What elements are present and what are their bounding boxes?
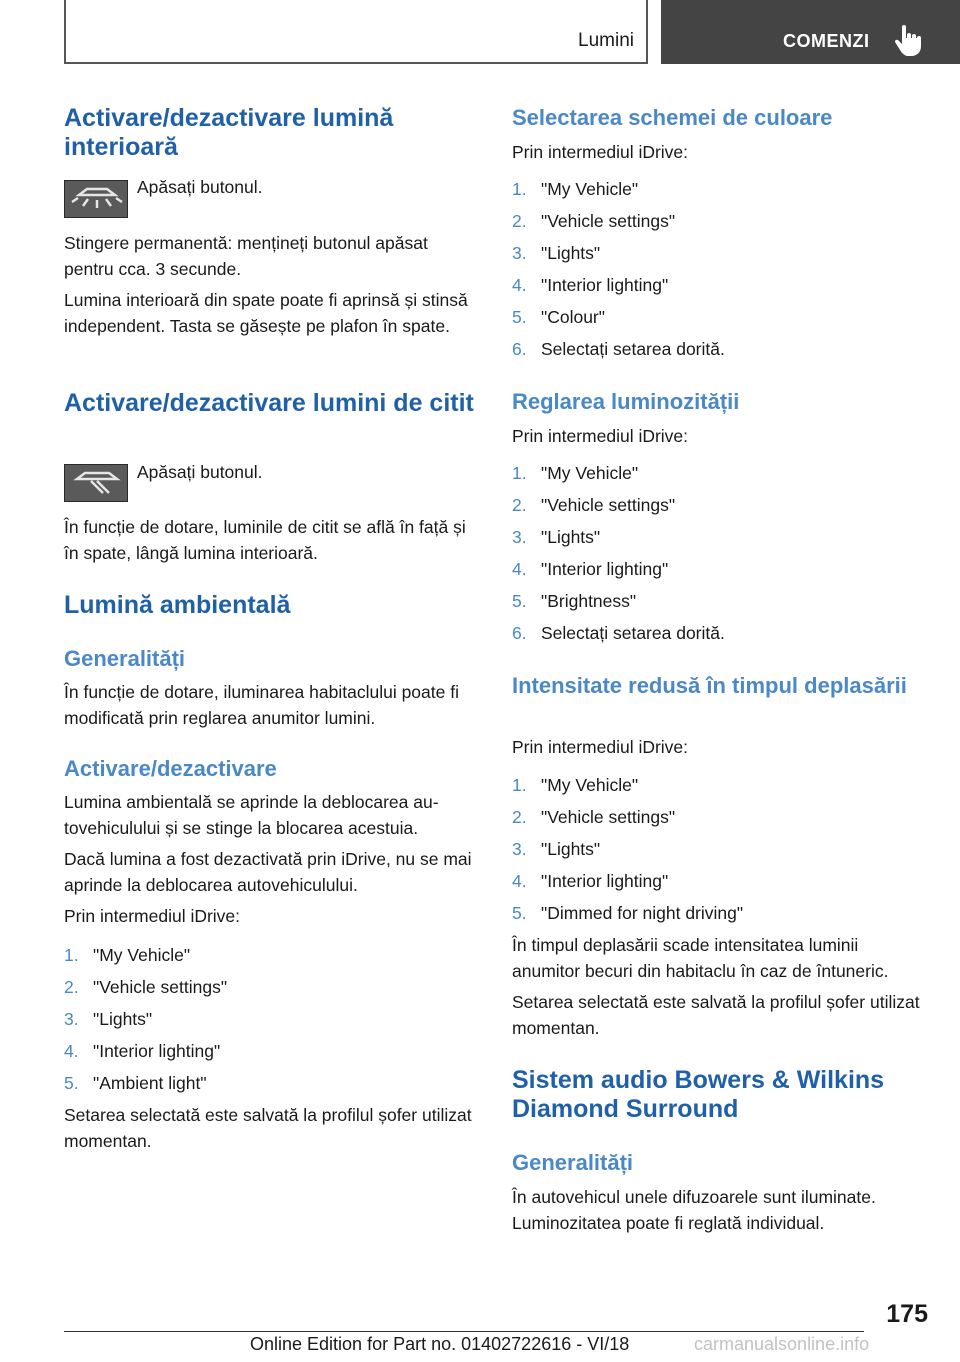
list-item: 1. "My Vehicle" bbox=[512, 775, 639, 795]
interior-light-button-image bbox=[64, 180, 128, 218]
reading-button-text: Apăsați butonul. bbox=[137, 462, 263, 482]
heading-color-scheme: Selectarea schemei de culoare bbox=[512, 105, 833, 130]
list-item: 3. "Lights" bbox=[512, 527, 601, 547]
interior-light-icon bbox=[65, 181, 129, 219]
brightness-steps-list bbox=[512, 457, 928, 649]
onoff-steps-list bbox=[64, 939, 480, 1099]
list-item: 1. "My Vehicle" bbox=[512, 463, 639, 483]
list-item: 3. "Lights" bbox=[512, 839, 601, 859]
dimmed-paragraph-2: În timpul deplasării scade intensitatea luminii anumitor becuri din habitaclu în caz de întuneric. bbox=[512, 935, 889, 981]
heading-audio-general: Generalități bbox=[512, 1150, 634, 1175]
header-section-tab bbox=[64, 0, 648, 64]
color-steps-list bbox=[512, 173, 928, 365]
list-item: 6. Selectați setarea dorită. bbox=[512, 623, 725, 643]
watermark: carmanualsonline.info bbox=[694, 1334, 870, 1354]
interior-paragraph-1: Stingere permanentă: mențineți butonul apăsat pentru cca. 3 secunde. bbox=[64, 233, 428, 279]
dimmed-paragraph-3: Setarea selectată este salvată la profilul șofer utilizat momentan. bbox=[512, 992, 920, 1038]
list-item: 1. "My Vehicle" bbox=[512, 179, 639, 199]
list-item: 2. "Vehicle settings" bbox=[512, 495, 676, 515]
heading-on-off: Activare/dezactivare bbox=[64, 756, 277, 781]
list-item: 3. "Lights" bbox=[64, 1009, 153, 1029]
heading-reading-lights: Activare/dezactivare lumini de citit bbox=[64, 389, 474, 417]
heading-audio-system: Sistem audio Bowers & Wilkins Diamond Surround bbox=[512, 1066, 885, 1123]
list-item: 4. "Interior lighting" bbox=[64, 1041, 221, 1061]
onoff-paragraph-1: Lumina ambientală se aprinde la deblocarea autovehiculului și se stinge la blocarea acestuia. bbox=[64, 792, 439, 838]
color-paragraph: Prin intermediul iDrive: bbox=[512, 142, 689, 162]
list-item: 5. "Dimmed for night driving" bbox=[512, 903, 744, 923]
reading-paragraph: În funcție de dotare, luminile de citit se află în față și în spate, lângă lumina interioară. bbox=[64, 517, 466, 563]
interior-paragraph-2: Lumina interioară din spate poate fi aprinsă și stinsă independent. Tasta se găsește pe plafon în spate. bbox=[64, 290, 468, 336]
audio-paragraph: În autovehicul unele difuzoarele sunt iluminate. Luminozitatea poate fi reglată individual. bbox=[512, 1187, 876, 1233]
heading-dimmed-driving: Intensitate redusă în timpul deplasării bbox=[512, 673, 907, 698]
dimmed-steps-list bbox=[512, 769, 928, 929]
list-item: 3. "Lights" bbox=[512, 243, 601, 263]
heading-brightness: Reglarea luminozității bbox=[512, 389, 740, 414]
list-item: 4. "Interior lighting" bbox=[512, 871, 669, 891]
hand-pointer-icon bbox=[893, 22, 923, 58]
heading-general: Generalități bbox=[64, 646, 186, 671]
list-item: 2. "Vehicle settings" bbox=[64, 977, 228, 997]
page-number: 175 bbox=[886, 1300, 928, 1328]
interior-button-text: Apăsați butonul. bbox=[137, 177, 263, 197]
list-item: 1. "My Vehicle" bbox=[64, 945, 191, 965]
onoff-paragraph-3: Prin intermediul iDrive: bbox=[64, 906, 241, 926]
list-item: 2. "Vehicle settings" bbox=[512, 211, 676, 231]
heading-ambient-light: Lumină ambientală bbox=[64, 591, 291, 619]
list-item: 4. "Interior lighting" bbox=[512, 275, 669, 295]
onoff-paragraph-4: Setarea selectată este salvată la profilul șofer utilizat momentan. bbox=[64, 1105, 472, 1151]
header-chapter-label: COMENZI bbox=[783, 31, 870, 51]
list-item: 5. "Colour" bbox=[512, 307, 605, 327]
brightness-paragraph: Prin intermediul iDrive: bbox=[512, 426, 689, 446]
reading-light-button-image bbox=[64, 464, 128, 502]
list-item: 5. "Ambient light" bbox=[64, 1073, 207, 1093]
dimmed-paragraph: Prin intermediul iDrive: bbox=[512, 737, 689, 757]
heading-interior-light: Activare/dezactivare lumină interioară bbox=[64, 104, 394, 161]
footer-divider bbox=[64, 1331, 864, 1332]
list-item: 6. Selectați setarea dorită. bbox=[512, 339, 725, 359]
footer-edition: Online Edition for Part no. 01402722616 - VI/18 bbox=[250, 1334, 630, 1354]
general-paragraph: În funcție de dotare, iluminarea habitaclului poate fi modificată prin reglarea anumitor lumini. bbox=[64, 682, 459, 728]
list-item: 2. "Vehicle settings" bbox=[512, 807, 676, 827]
reading-light-icon bbox=[65, 465, 129, 503]
header-chapter-tab bbox=[661, 0, 960, 64]
onoff-paragraph-2: Dacă lumina a fost dezactivată prin iDrive, nu se mai aprinde la deblocarea autovehiculului. bbox=[64, 849, 472, 895]
header-section-label: Lumini bbox=[578, 30, 634, 51]
list-item: 5. "Brightness" bbox=[512, 591, 637, 611]
list-item: 4. "Interior lighting" bbox=[512, 559, 669, 579]
